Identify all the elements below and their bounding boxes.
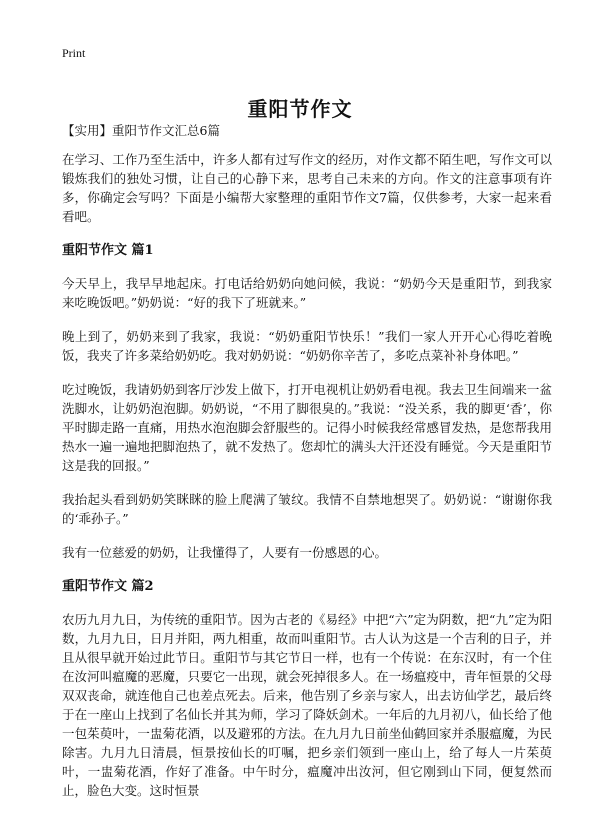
intro-paragraph: 在学习、工作乃至生活中，许多人都有过写作文的经历，对作文都不陌生吧，写作文可以锻炼我们的独处习惯，让自己的心静下来，思考自己未来的方向。作文的注意事项有许多，你确定会写吗？下面是小编帮大家整理的重阳节作文7篇，仅供参考，大家一起来看看吧。 xyxy=(62,152,552,224)
page-title: 重阳节作文 xyxy=(247,97,353,122)
paragraph: 今天早上，我早早地起床。打电话给奶奶向她问候，我说：“奶奶今天是重阳节，到我家来吃晚饭吧。”奶奶说：“好的我下了班就来。” xyxy=(62,276,552,310)
paragraph: 农历九月九日，为传统的重阳节。因为古老的《易经》中把“六”定为阴数，把“九”定为阳数，九月九日，日月并阳，两九相重，故而叫重阳节。古人认为这是一个吉利的日子，并且从很早就开始过此节日。重阳节与其它节日一样，也有一个传说：在东汉时，有一个住在汝河叫瘟魔的恶魔，只要它一出现，就会死掉很多人。在一场瘟疫中，青年恒景的父母双双丧命，就连他自己也差点死去。后来，他告别了乡亲与家人，出去访仙学艺，最后终于在一座山上找到了名仙长并其为师，学习了降妖剑术。一年后的九月初八，仙长给了他一包茱萸叶，一盅菊花酒，以及避邪的方法。在九月九日前坐仙鹤回家并杀服瘟魔，为民除害。九月九日清晨，恒景按仙长的叮嘱，把乡亲们领到一座山上，给了每人一片茱萸叶，一盅菊花酒，作好了准备。中午时分，瘟魔冲出汝河，但它刚到山下同，便复然而止，脸色大变。这时恒景 xyxy=(62,612,552,798)
article-body xyxy=(62,150,552,815)
paragraph: 我有一位慈爱的奶奶，让我懂得了，人要有一份感恩的心。 xyxy=(62,545,388,560)
section-heading: 重阳节作文 篇1 xyxy=(62,243,154,258)
paragraph: 吃过晚饭，我请奶奶到客厅沙发上做下，打开电视机让奶奶看电视。我去卫生间端来一盆洗脚水，让奶奶泡泡脚。奶奶说，“不用了脚很臭的。”我说：“没关系，我的脚更‘香’，你平时脚走路一直痛，用热水泡泡脚会舒服些的。记得小时候我经常感冒发热，是您帮我用热水一遍一遍地把脚泡热了，就不发热了。您却忙的满头大汗还没有睡觉。今天是重阳节这是我的回报。” xyxy=(62,382,552,473)
document-subtitle: 【实用】重阳节作文汇总6篇 xyxy=(62,123,220,138)
print-link[interactable]: Print xyxy=(62,46,86,60)
paragraph: 我抬起头看到奶奶笑眯眯的脸上爬满了皱纹。我情不自禁地想哭了。奶奶说：“谢谢你我的‘乖孙子。” xyxy=(62,492,552,526)
paragraph: 晚上到了，奶奶来到了我家，我说：“奶奶重阳节快乐！”我们一家人开开心心得吃着晚饭，我夹了许多菜给奶奶吃。我对奶奶说：“奶奶你辛苦了，多吃点菜补补身体吧。” xyxy=(62,329,552,363)
section-heading: 重阳节作文 篇2 xyxy=(62,579,154,594)
